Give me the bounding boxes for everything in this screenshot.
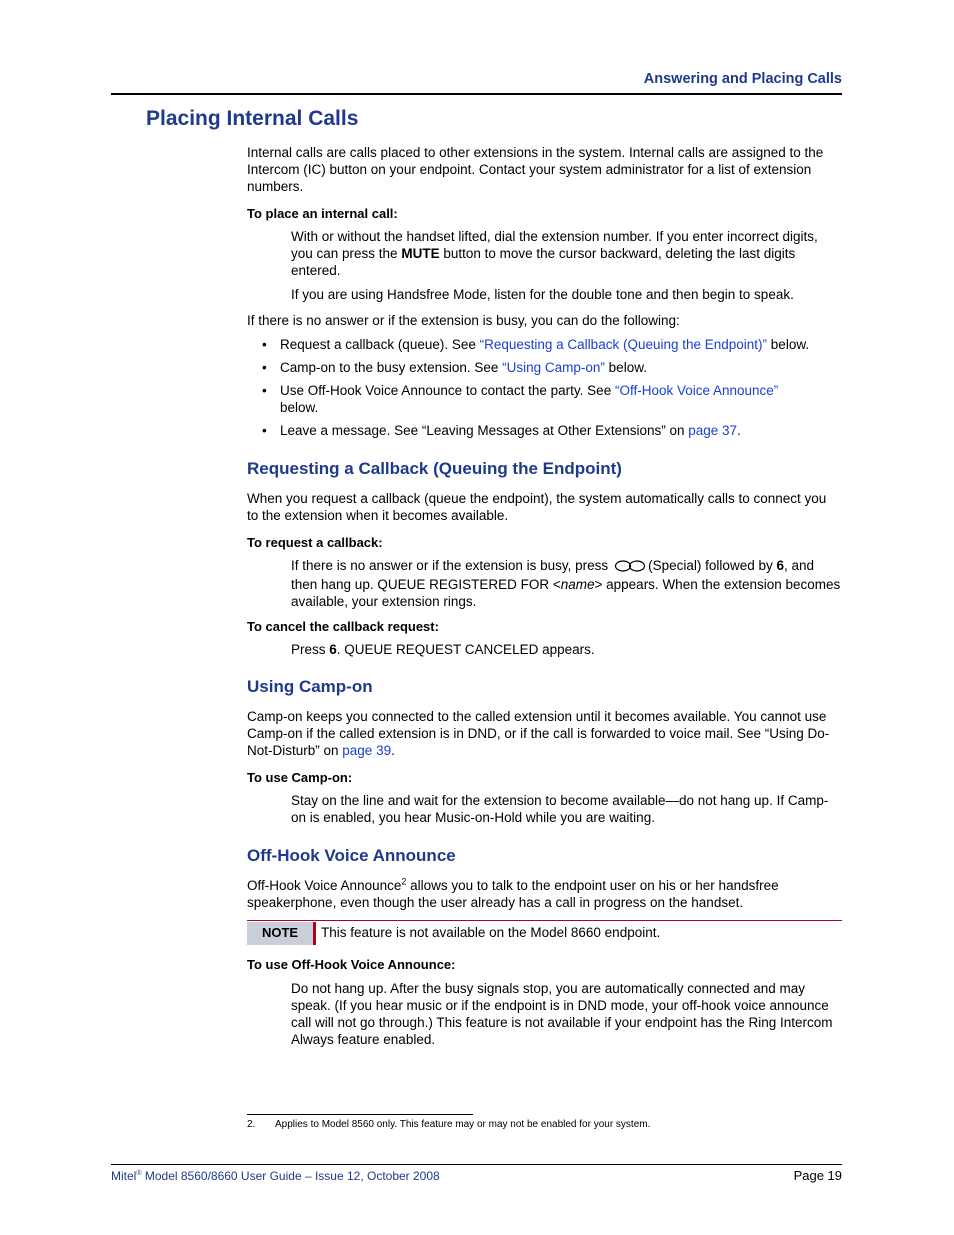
campon-heading: Using Camp-on — [247, 677, 373, 696]
note-text: This feature is not available on the Model 8660 endpoint. — [321, 925, 661, 940]
cancel-callback-step: Press 6. QUEUE REQUEST CANCELED appears. — [291, 642, 595, 657]
special-key-icon — [614, 559, 646, 576]
list-item: • Use Off-Hook Voice Announce to contact the party. See “Off-Hook Voice Announce” below. — [262, 382, 800, 416]
request-callback-step: If there is no answer or if the extension is busy, press (Special) followed by 6, and then hang up. QUEUE REGISTERED FOR <name> appears. When the extension becomes available, your extension rings. — [291, 558, 841, 609]
place-call-label: To place an internal call: — [247, 206, 398, 221]
header-rule — [111, 93, 842, 95]
ohva-intro: Off-Hook Voice Announce$^2$ allows you to talk to the endpoint user on his or her handsfree speakerphone, even though the user already has a call in progress on the handset. — [247, 876, 779, 910]
no-answer-intro: If there is no answer or if the extension is busy, you can do the following: — [247, 313, 680, 328]
link-off-hook-voice-announce[interactable]: “Off-Hook Voice Announce” — [614, 383, 779, 398]
link-page-39[interactable]: page 39 — [342, 743, 392, 758]
place-call-step-2: If you are using Handsfree Mode, listen for the double tone and then begin to speak. — [291, 287, 794, 302]
page-number: Page 19 — [793, 1168, 842, 1183]
cancel-callback-label: To cancel the callback request: — [247, 619, 439, 634]
link-requesting-callback[interactable]: “Requesting a Callback (Queuing the Endpoint)” — [479, 337, 768, 352]
callback-heading: Requesting a Callback (Queuing the Endpoint) — [247, 459, 622, 478]
note-box — [247, 920, 842, 946]
footnote-rule — [247, 1114, 473, 1115]
link-page-37[interactable]: page 37 — [688, 423, 738, 438]
request-callback-label: To request a callback: — [247, 535, 383, 550]
ohva-label: To use Off-Hook Voice Announce: — [247, 957, 456, 972]
link-using-camp-on[interactable]: “Using Camp-on” — [502, 360, 605, 375]
list-item: • Leave a message. See “Leaving Messages at Other Extensions” on page 37. — [262, 422, 842, 439]
note-accent-bar — [313, 922, 316, 945]
campon-label: To use Camp-on: — [247, 770, 353, 785]
footnote: 2. Applies to Model 8560 only. This feature may or may not be enabled for your system. — [247, 1119, 651, 1130]
list-item: • Request a callback (queue). See “Requesting a Callback (Queuing the Endpoint)” below. — [262, 336, 842, 353]
note-label: NOTE — [247, 922, 313, 945]
options-list — [262, 336, 842, 439]
intro-paragraph: Internal calls are calls placed to other extensions in the system. Internal calls are assigned to the Intercom (IC) button on your endpoint. Contact your system administrator for a list of extension numbers. — [247, 145, 824, 194]
campon-intro: Camp-on keeps you connected to the called extension until it becomes available. You cannot use Camp-on if the called extension is in DND, or if the call is forwarded to voice mail. See “Using Do-Not-Disturb” on page 39. — [247, 709, 830, 758]
campon-step: Stay on the line and wait for the extension to become available—do not hang up. If Camp-on is enabled, you hear Music-on-Hold while you are waiting. — [291, 793, 829, 825]
list-item: • Camp-on to the busy extension. See “Using Camp-on” below. — [262, 359, 842, 376]
ohva-heading: Off-Hook Voice Announce — [247, 846, 456, 865]
footer-doc-title: Mitel® Model 8560/8660 User Guide – Issue 12, October 2008 — [111, 1169, 440, 1183]
place-call-step-1: With or without the handset lifted, dial the extension number. If you enter incorrect digits, you can press the MUTE button to move the cursor backward, deleting the last digits entered. — [291, 229, 818, 278]
running-header: Answering and Placing Calls — [643, 71, 842, 87]
callback-intro: When you request a callback (queue the endpoint), the system automatically calls to connect you to the extension when it becomes available. — [247, 491, 827, 523]
footer-rule — [111, 1164, 842, 1165]
page-title: Placing Internal Calls — [146, 107, 359, 130]
ohva-step: Do not hang up. After the busy signals stop, you are automatically connected and may speak. (If you hear music or if the endpoint is in DND mode, your off-hook voice announce call will not go through.) This feature is not available if your endpoint has the Ring Intercom Always feature enabled. — [291, 981, 833, 1047]
